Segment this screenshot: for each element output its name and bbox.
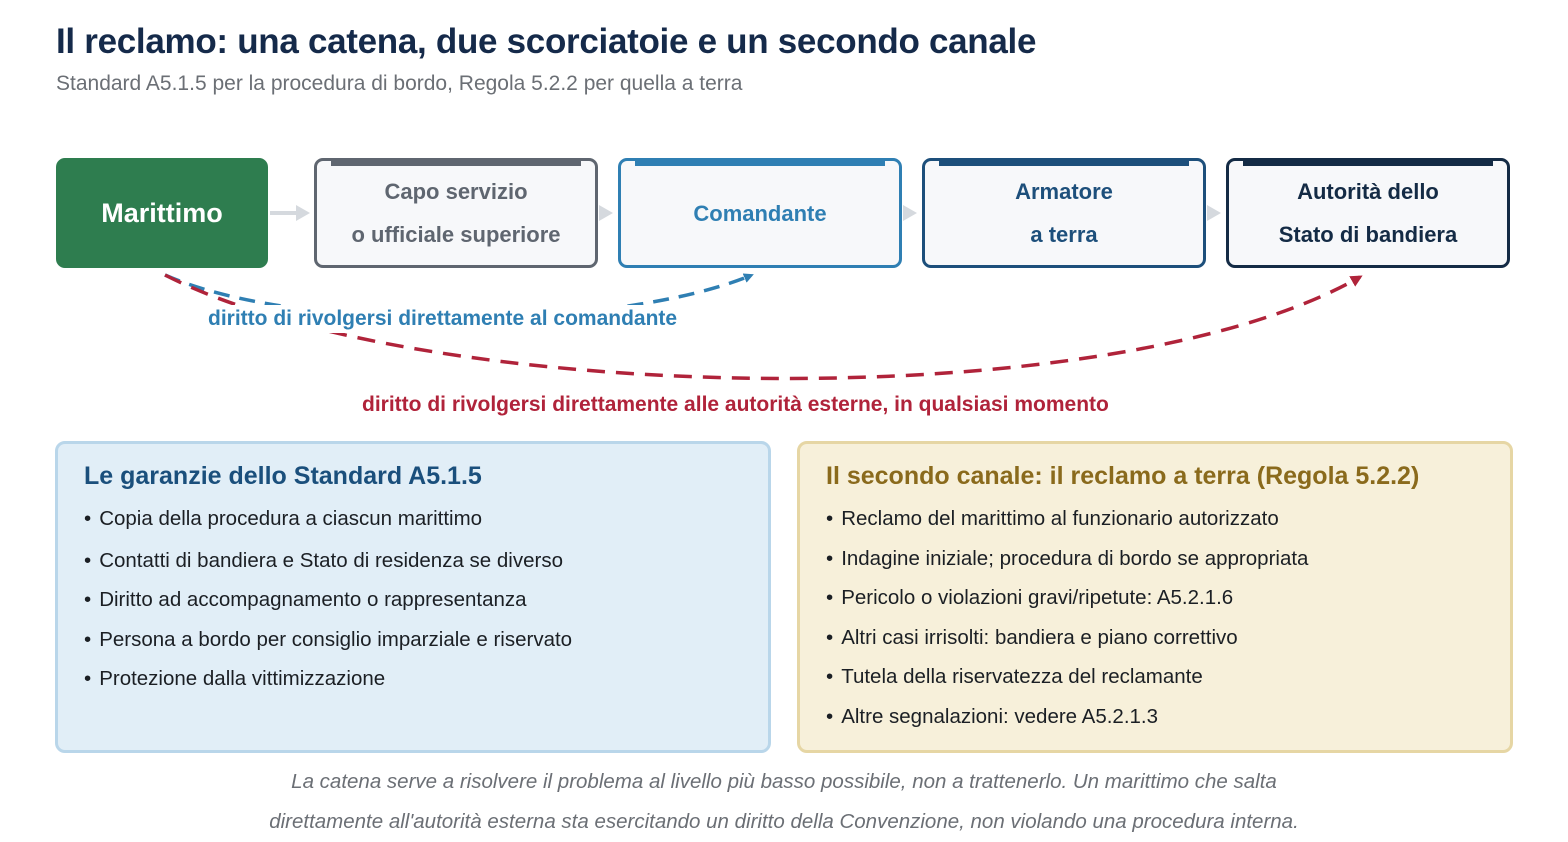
panel-secondo-canale-title: Il secondo canale: il reclamo a terra (Regola 5.2.2) xyxy=(826,462,1420,490)
list-item: • Diritto ad accompagnamento o rappresentanza xyxy=(84,580,742,620)
node-accent-bar xyxy=(331,161,581,166)
panel-garanzie-list xyxy=(84,499,742,699)
list-item: • Tutela della riservatezza del reclamante xyxy=(826,657,1484,697)
panel-garanzie xyxy=(55,441,771,753)
list-item: • Altri casi irrisolti: bandiera e piano correttivo xyxy=(826,618,1484,658)
footer-line-2: direttamente all'autorità esterna sta esercitando un diritto della Convenzione, non violando una procedura interna. xyxy=(269,810,1299,833)
node-armatore xyxy=(922,158,1206,268)
node-autorita-bandiera-label: Autorità dello Stato di bandiera xyxy=(1278,179,1458,247)
list-item: • Reclamo del marittimo al funzionario autorizzato xyxy=(826,499,1484,539)
chain-connector-1 xyxy=(270,205,310,221)
node-capo-servizio-label: Capo servizio o ufficiale superiore xyxy=(351,179,561,247)
list-item: • Pericolo o violazioni gravi/ripetute: A5.2.1.6 xyxy=(826,578,1484,618)
node-capo-servizio xyxy=(314,158,598,268)
chain-connector-3 xyxy=(903,205,917,221)
panel-secondo-canale-list xyxy=(826,499,1484,736)
node-marittimo-label: Marittimo xyxy=(101,197,223,228)
list-item: • Protezione dalla vittimizzazione xyxy=(84,659,742,699)
node-accent-bar xyxy=(939,161,1189,166)
chain-connector-4 xyxy=(1207,205,1221,221)
node-comandante xyxy=(618,158,902,268)
node-accent-bar xyxy=(1243,161,1493,166)
node-armatore-label: Armatore a terra xyxy=(1015,179,1113,247)
node-autorita-bandiera xyxy=(1226,158,1510,268)
footer-line-1: La catena serve a risolvere il problema al livello più basso possibile, non a trattenerlo. Un marittimo che salta xyxy=(291,770,1277,793)
list-item: • Indagine iniziale; procedura di bordo se appropriata xyxy=(826,539,1484,579)
page-subtitle: Standard A5.1.5 per la procedura di bordo, Regola 5.2.2 per quella a terra xyxy=(56,72,743,95)
chain-connector-2 xyxy=(599,205,613,221)
list-item: • Copia della procedura a ciascun marittimo xyxy=(84,499,742,539)
shortcut-label-autorita: diritto di rivolgersi direttamente alle autorità esterne, in qualsiasi momento xyxy=(358,391,1113,419)
footer-note xyxy=(0,762,1568,842)
shortcut-label-comandante: diritto di rivolgersi direttamente al comandante xyxy=(204,305,681,333)
list-item: • Altre segnalazioni: vedere A5.2.1.3 xyxy=(826,697,1484,737)
panel-garanzie-title: Le garanzie dello Standard A5.1.5 xyxy=(84,462,482,490)
node-comandante-label: Comandante xyxy=(693,200,827,226)
list-item: • Persona a bordo per consiglio imparziale e riservato xyxy=(84,620,742,660)
list-item: • Contatti di bandiera e Stato di residenza se diverso xyxy=(84,541,742,581)
panel-secondo-canale xyxy=(797,441,1513,753)
node-accent-bar xyxy=(635,161,885,166)
node-marittimo xyxy=(56,158,268,268)
page-title: Il reclamo: una catena, due scorciatoie e un secondo canale xyxy=(56,22,1037,61)
